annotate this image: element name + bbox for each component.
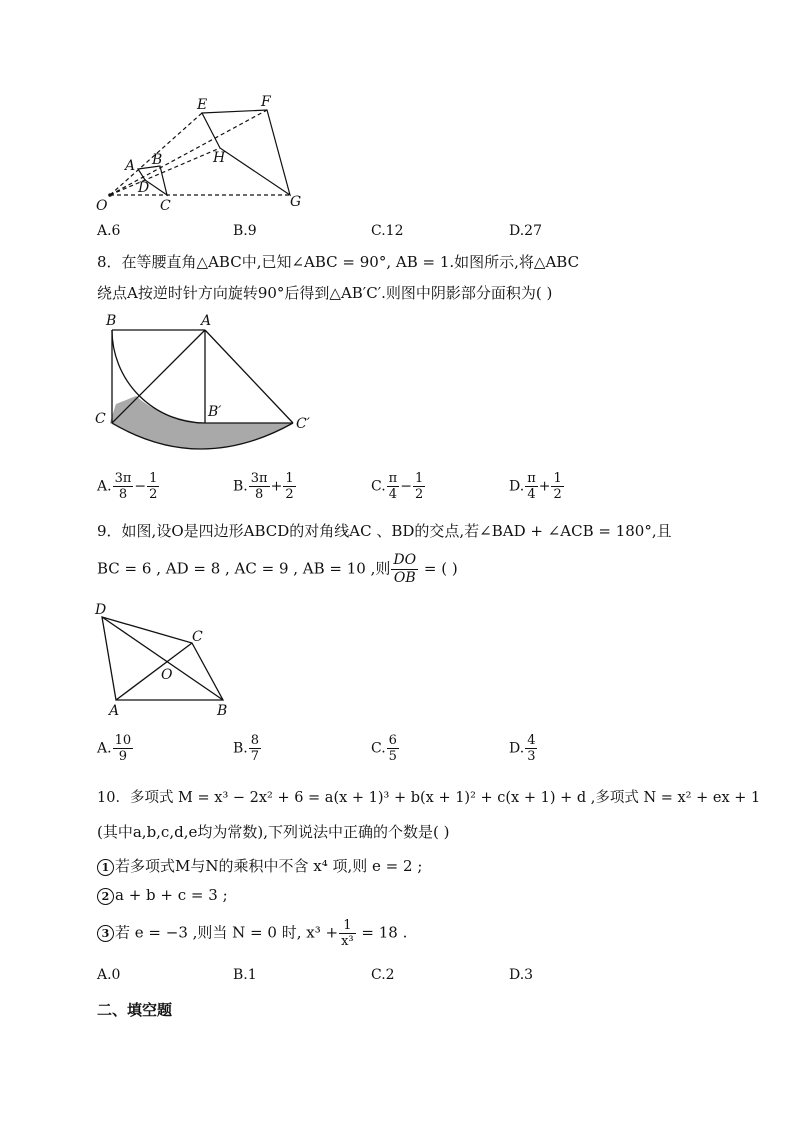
q9-line2 <box>97 552 458 587</box>
q10-number: 10． <box>97 790 130 806</box>
q8-option-b-letter: B. <box>233 478 248 495</box>
denominator: 3 <box>527 749 536 764</box>
q8-option-b[interactable] <box>233 471 297 502</box>
denominator: 2 <box>149 487 158 502</box>
fraction <box>551 471 563 502</box>
q8-text-line2: 绕点A按逆时针方向旋转90°后得到△AB′C′.则图中阴影部分面积为( ) <box>97 284 553 302</box>
label-H: H <box>213 150 226 166</box>
q8-label-A: A <box>201 313 212 329</box>
fraction <box>249 471 270 502</box>
section-heading-fill-in: 二、填空题 <box>97 1001 173 1019</box>
fraction <box>283 471 295 502</box>
fraction <box>147 471 159 502</box>
label-E: E <box>197 97 208 113</box>
label-G: G <box>290 194 302 210</box>
denominator: 9 <box>118 749 127 764</box>
label-O: O <box>96 198 108 214</box>
q9-text-tail: = ( ) <box>419 559 458 578</box>
label-C: C <box>160 198 171 214</box>
denominator: x³ <box>341 934 354 949</box>
figure-q9 <box>90 598 240 720</box>
q9-label-B: B <box>217 703 228 719</box>
q9-option-d-letter: D. <box>509 740 525 757</box>
q10-statement-3-post: = 18 . <box>356 923 408 942</box>
denominator: 4 <box>388 487 398 502</box>
q9-option-b[interactable] <box>233 733 262 764</box>
q9-option-a[interactable] <box>97 733 134 764</box>
q9-option-b-letter: B. <box>233 740 248 757</box>
q8-label-C: C <box>95 411 106 427</box>
q7-option-b[interactable]: B.9 <box>233 223 257 239</box>
label-B: B <box>152 152 163 168</box>
q7-option-a[interactable]: A.6 <box>97 223 121 239</box>
q10-statement-1 <box>97 855 422 876</box>
q9-number: 9． <box>97 522 122 540</box>
operator: − <box>400 478 412 495</box>
q8-option-d-letter: D. <box>509 478 525 495</box>
q10-statement-1-text: 若多项式M与N的乘积中不含 x⁴ 项,则 e = 2 ; <box>115 857 423 875</box>
q9-line1 <box>97 520 672 541</box>
q10-text-line2: (其中a,b,c,d,e均为常数),下列说法中正确的个数是( ) <box>97 823 450 841</box>
q8-label-Cp: C′ <box>296 416 310 432</box>
fraction <box>113 471 134 502</box>
label-F: F <box>261 94 271 110</box>
q8-text-line1: 在等腰直角△ABC中,已知∠ABC = 90°, AB = 1.如图所示,将△ABC <box>121 253 580 271</box>
fraction <box>525 733 537 764</box>
q10-statement-2-text: a + b + c = 3 ; <box>115 886 228 904</box>
circled-number-3: 3 <box>97 925 114 942</box>
denominator: OB <box>393 570 416 586</box>
figure-q7 <box>90 90 320 215</box>
operator: − <box>134 478 147 495</box>
q9-option-d[interactable] <box>509 733 538 764</box>
numerator: 1 <box>414 471 424 486</box>
q8-option-a-letter: A. <box>97 478 112 495</box>
numerator: 4 <box>527 733 536 748</box>
denominator: 7 <box>250 749 260 764</box>
q10-option-b[interactable]: B.1 <box>233 967 257 983</box>
label-D: D <box>138 180 150 196</box>
q10-statement-3-pre: 若 e = −3 ,则当 N = 0 时, x³ + <box>115 923 339 942</box>
denominator: 4 <box>527 487 536 502</box>
denominator: 2 <box>553 487 562 502</box>
numerator: 1 <box>553 471 562 486</box>
numerator: 8 <box>250 733 260 748</box>
q9-option-c[interactable] <box>371 733 400 764</box>
q8-line1 <box>97 251 579 272</box>
q10-line1 <box>97 786 760 807</box>
q8-number: 8． <box>97 253 122 271</box>
denominator: 8 <box>255 487 264 502</box>
label-A: A <box>125 158 136 174</box>
denominator: 8 <box>118 487 128 502</box>
denominator: 5 <box>388 749 397 764</box>
q7-option-c[interactable]: C.12 <box>371 223 404 239</box>
numerator: DO <box>393 552 417 568</box>
numerator: 1 <box>285 471 294 486</box>
q8-option-c[interactable] <box>371 471 426 502</box>
q10-option-d[interactable]: D.3 <box>509 967 534 983</box>
q7-option-d[interactable]: D.27 <box>509 223 542 239</box>
numerator: 1 <box>339 918 356 934</box>
numerator: 10 <box>114 733 132 748</box>
q10-option-a[interactable]: A.0 <box>97 967 121 983</box>
numerator: π <box>527 471 536 486</box>
denominator: 2 <box>285 487 294 502</box>
fraction <box>387 733 399 764</box>
operator: + <box>270 478 283 495</box>
q9-label-D: D <box>95 602 107 618</box>
numerator: 3π <box>114 471 132 486</box>
operator: + <box>538 478 551 495</box>
q10-text-line1: 多项式 M = x³ − 2x² + 6 = a(x + 1)³ + b(x + 1)² + c(x + 1) + d ,多项式 N = x² + ex + 1 <box>129 790 761 806</box>
q9-label-A: A <box>109 703 120 719</box>
numerator: π <box>388 471 398 486</box>
q9-label-C: C <box>192 629 203 645</box>
q8-option-d[interactable] <box>509 471 565 502</box>
q9-fraction <box>391 552 418 587</box>
q8-label-Bp: B′ <box>208 404 222 420</box>
numerator: 6 <box>388 733 397 748</box>
circled-number-1: 1 <box>97 859 114 876</box>
numerator: 1 <box>149 471 158 486</box>
q10-option-c[interactable]: C.2 <box>371 967 395 983</box>
denominator: 2 <box>414 487 424 502</box>
fraction <box>525 471 538 502</box>
q9-option-a-letter: A. <box>97 740 112 757</box>
q9-text-line2: BC = 6 , AD = 8 , AC = 9 , AB = 10 ,则 <box>97 559 391 578</box>
fraction <box>413 471 425 502</box>
q10-statement-3 <box>97 918 407 949</box>
q10-statement-2 <box>97 886 228 905</box>
fraction <box>249 733 261 764</box>
fraction <box>387 471 400 502</box>
q9-option-c-letter: C. <box>371 740 386 757</box>
numerator: 3π <box>250 471 268 486</box>
figure-q8 <box>90 306 330 456</box>
q8-option-c-letter: C. <box>371 478 386 495</box>
circled-number-2: 2 <box>97 888 114 905</box>
fraction <box>339 918 356 949</box>
q8-label-B: B <box>106 313 117 329</box>
q9-label-O: O <box>161 667 173 683</box>
q8-option-a[interactable] <box>97 471 160 502</box>
fraction <box>113 733 134 764</box>
q9-text-line1: 如图,设O是四边形ABCD的对角线AC 、BD的交点,若∠BAD + ∠ACB = 180°,且 <box>121 522 672 540</box>
